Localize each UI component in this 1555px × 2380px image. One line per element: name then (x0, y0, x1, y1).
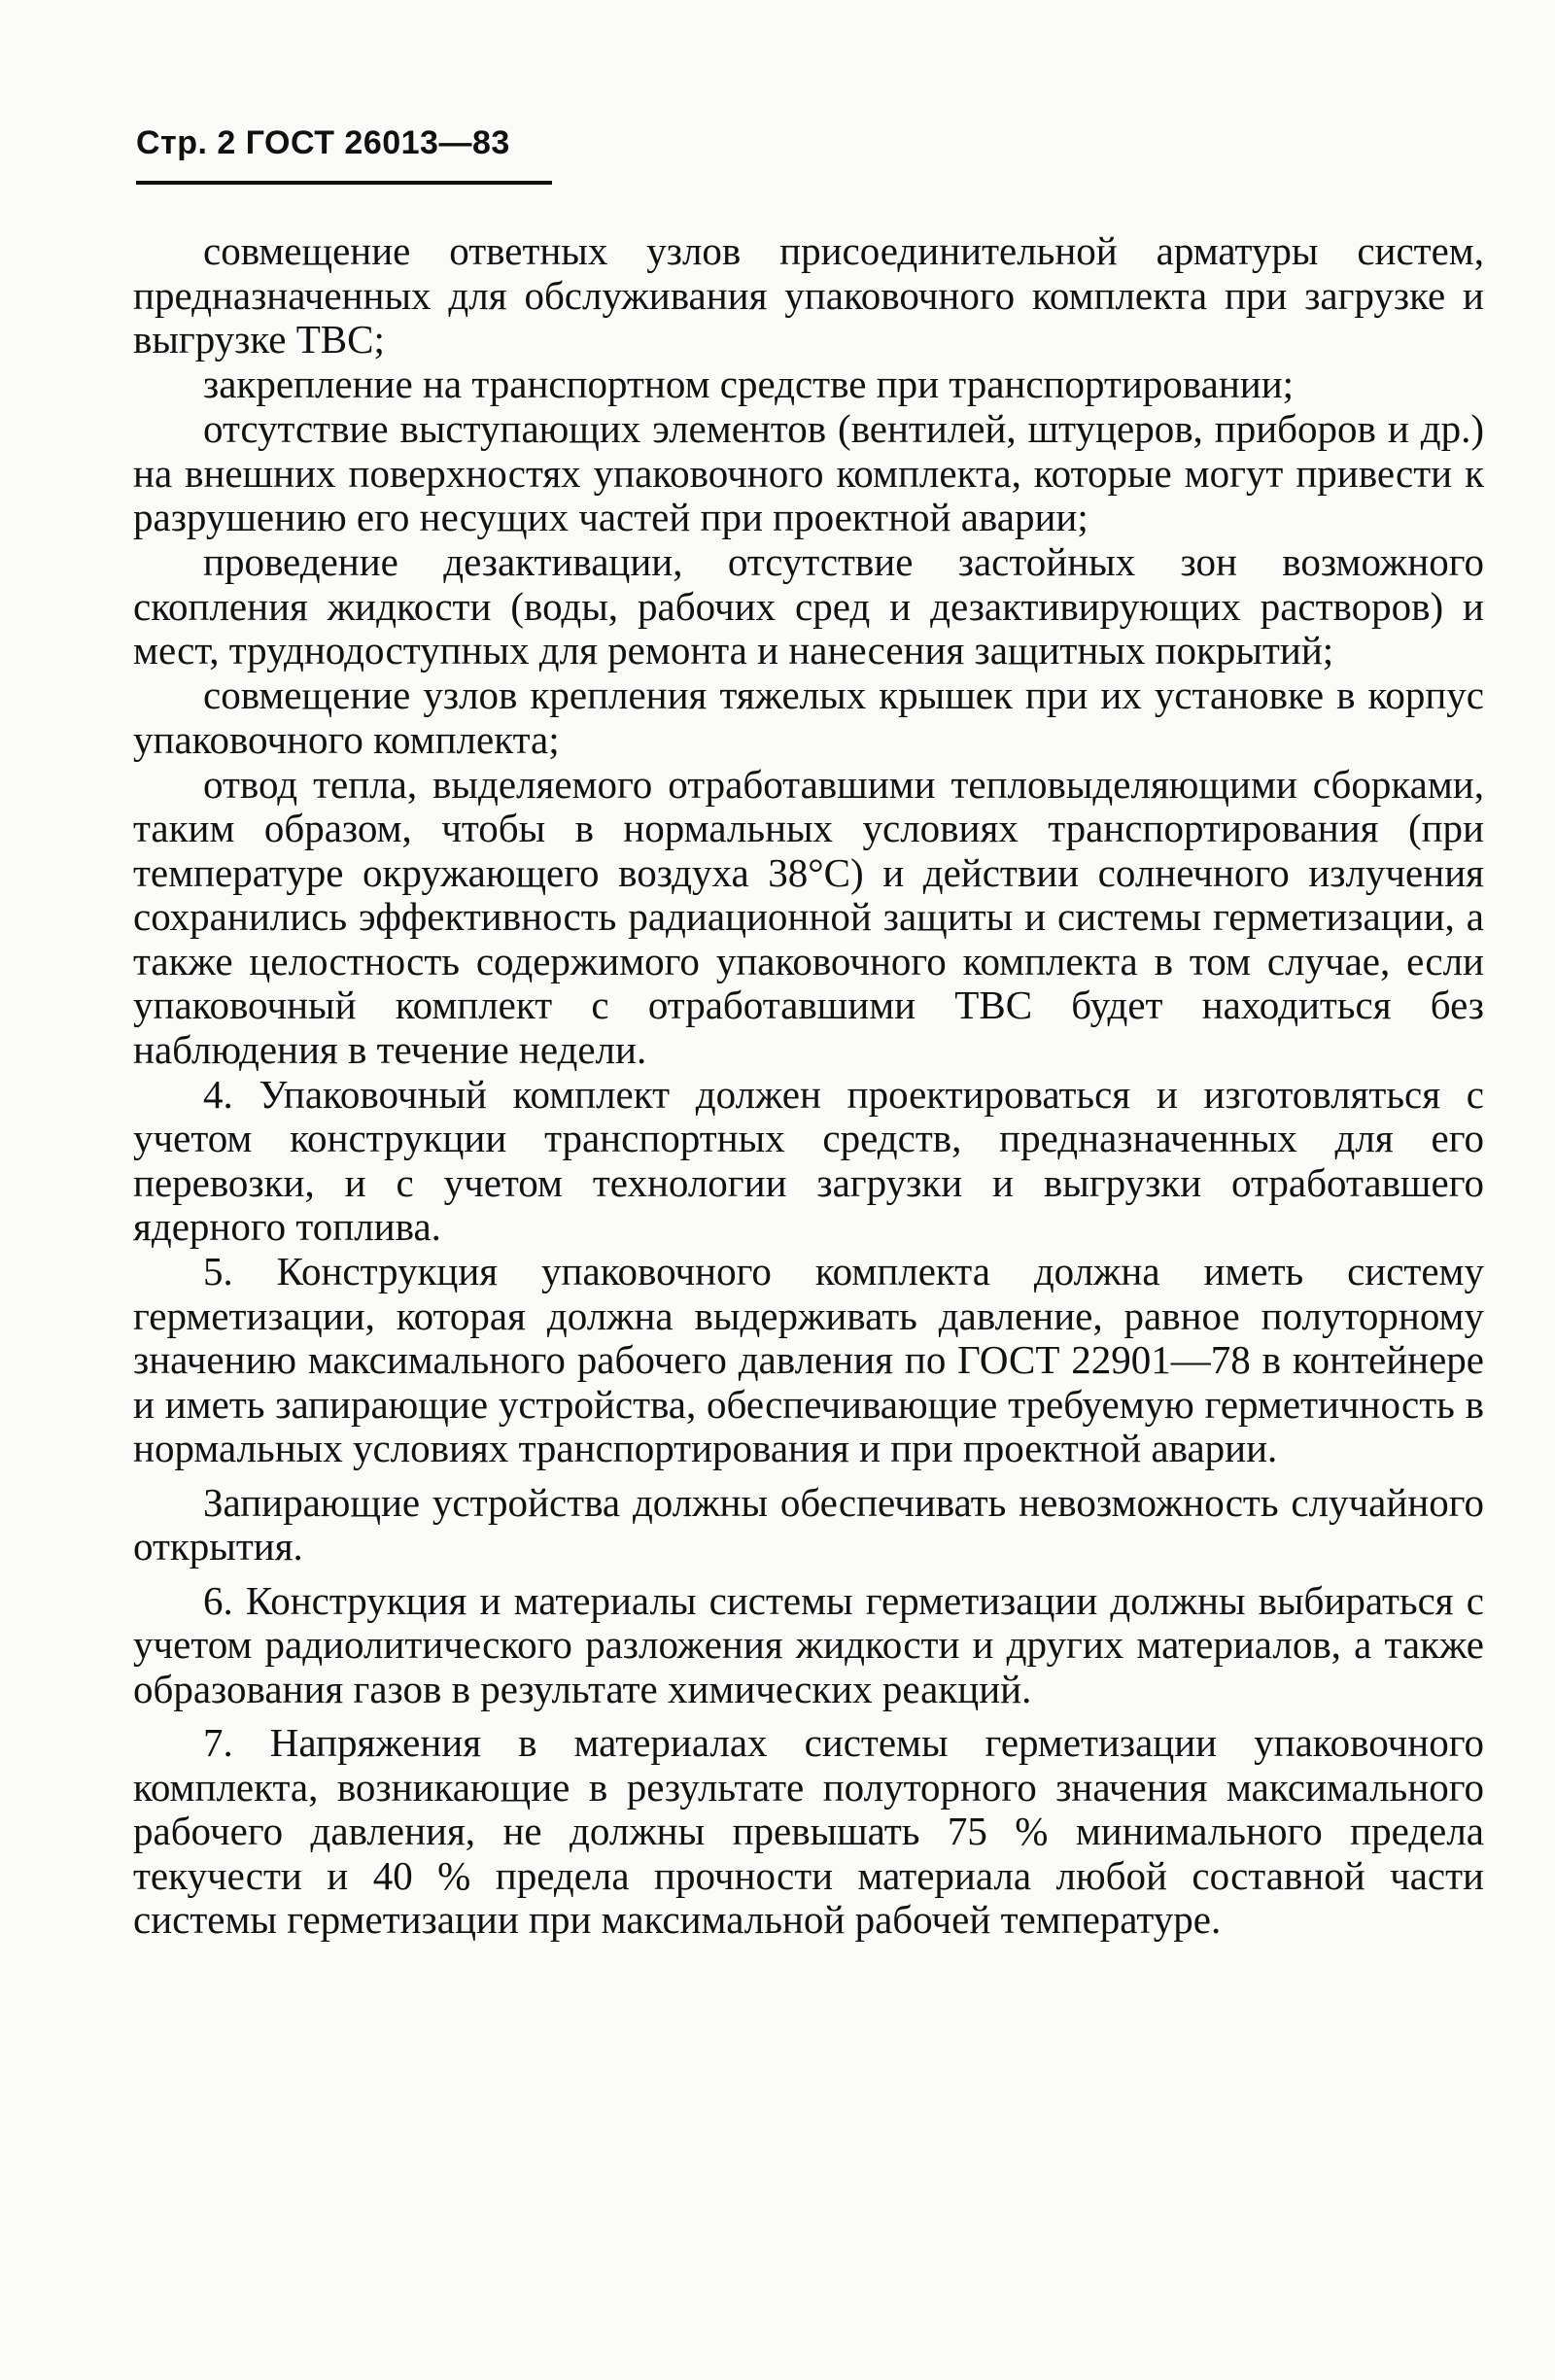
paragraph-item-4: 4. Упаковочный комплект должен проектироваться и изготовляться с учетом конструкции транспортных средств, предназначенных для его перевозки, и с учетом технологии загрузки и выгрузки отработавшего ядерного топлива. (133, 1071, 1484, 1249)
paragraph-protruding-elements: отсутствие выступающих элементов (вентилей, штуцеров, приборов и др.) на внешних поверхностях упаковочного комплекта, которые могут привести к разрушению его несущих частей при проектной аварии; (133, 406, 1484, 539)
paragraph-item-6: 6. Конструкция и материалы системы герметизации должны выбираться с учетом радиолитического разложения жидкости и других материалов, а также образования газов в результате химических реакций. (133, 1577, 1484, 1711)
paragraph-lid-fastening: совмещение узлов крепления тяжелых крышек при их установке в корпус упаковочного комплекта; (133, 673, 1484, 762)
running-head: Стр. 2 ГОСТ 26013—83 (136, 124, 510, 161)
paragraph-item-7: 7. Напряжения в материалах системы герметизации упаковочного комплекта, возникающие в результате полуторного значения максимального рабочего давления, не должны превышать 75 % минимального предела текучести и 40 % предела прочности материала любой составной части системы герметизации при максимальной рабочей температуре. (133, 1720, 1484, 1942)
paragraph-locking-devices: Запирающие устройства должны обеспечивать невозможность случайного открытия. (133, 1479, 1484, 1569)
paragraph-item-5: 5. Конструкция упаковочного комплекта должна иметь систему герметизации, которая должна выдерживать давление, равное полуторному значению максимального рабочего давления по ГОСТ 22901—78 в контейнере и иметь запирающие устройства, обеспечивающие требуемую герметичность в нормальных условиях транспортирования и при проектной аварии. (133, 1249, 1484, 1470)
paragraph-mating-fittings: совмещение ответных узлов присоединительной арматуры систем, предназначенных для обслуживания упаковочного комплекта при загрузке и выгрузке ТВС; (133, 228, 1484, 362)
paragraph-vehicle-fastening: закрепление на транспортном средстве при транспортировании; (203, 362, 1295, 406)
body-text (133, 229, 1484, 1943)
paragraph-decontamination: проведение дезактивации, отсутствие застойных зон возможного скопления жидкости (воды, рабочих сред и дезактивирующих растворов) и мест, труднодоступных для ремонта и нанесения защитных покрытий; (133, 539, 1484, 673)
header-rule (136, 181, 552, 185)
paragraph-heat-removal: отвод тепла, выделяемого отработавшими тепловыделяющими сборками, таким образом, чтобы в нормальных условиях транспортирования (при температуре окружающего воздуха 38°С) и действии солнечного излучения сохранились эффективность радиационной защиты и системы герметизации, а также целостность содержимого упаковочного комплекта в том случае, если упаковочный комплект с отработавшими ТВС будет находиться без наблюдения в течение недели. (133, 761, 1484, 1072)
